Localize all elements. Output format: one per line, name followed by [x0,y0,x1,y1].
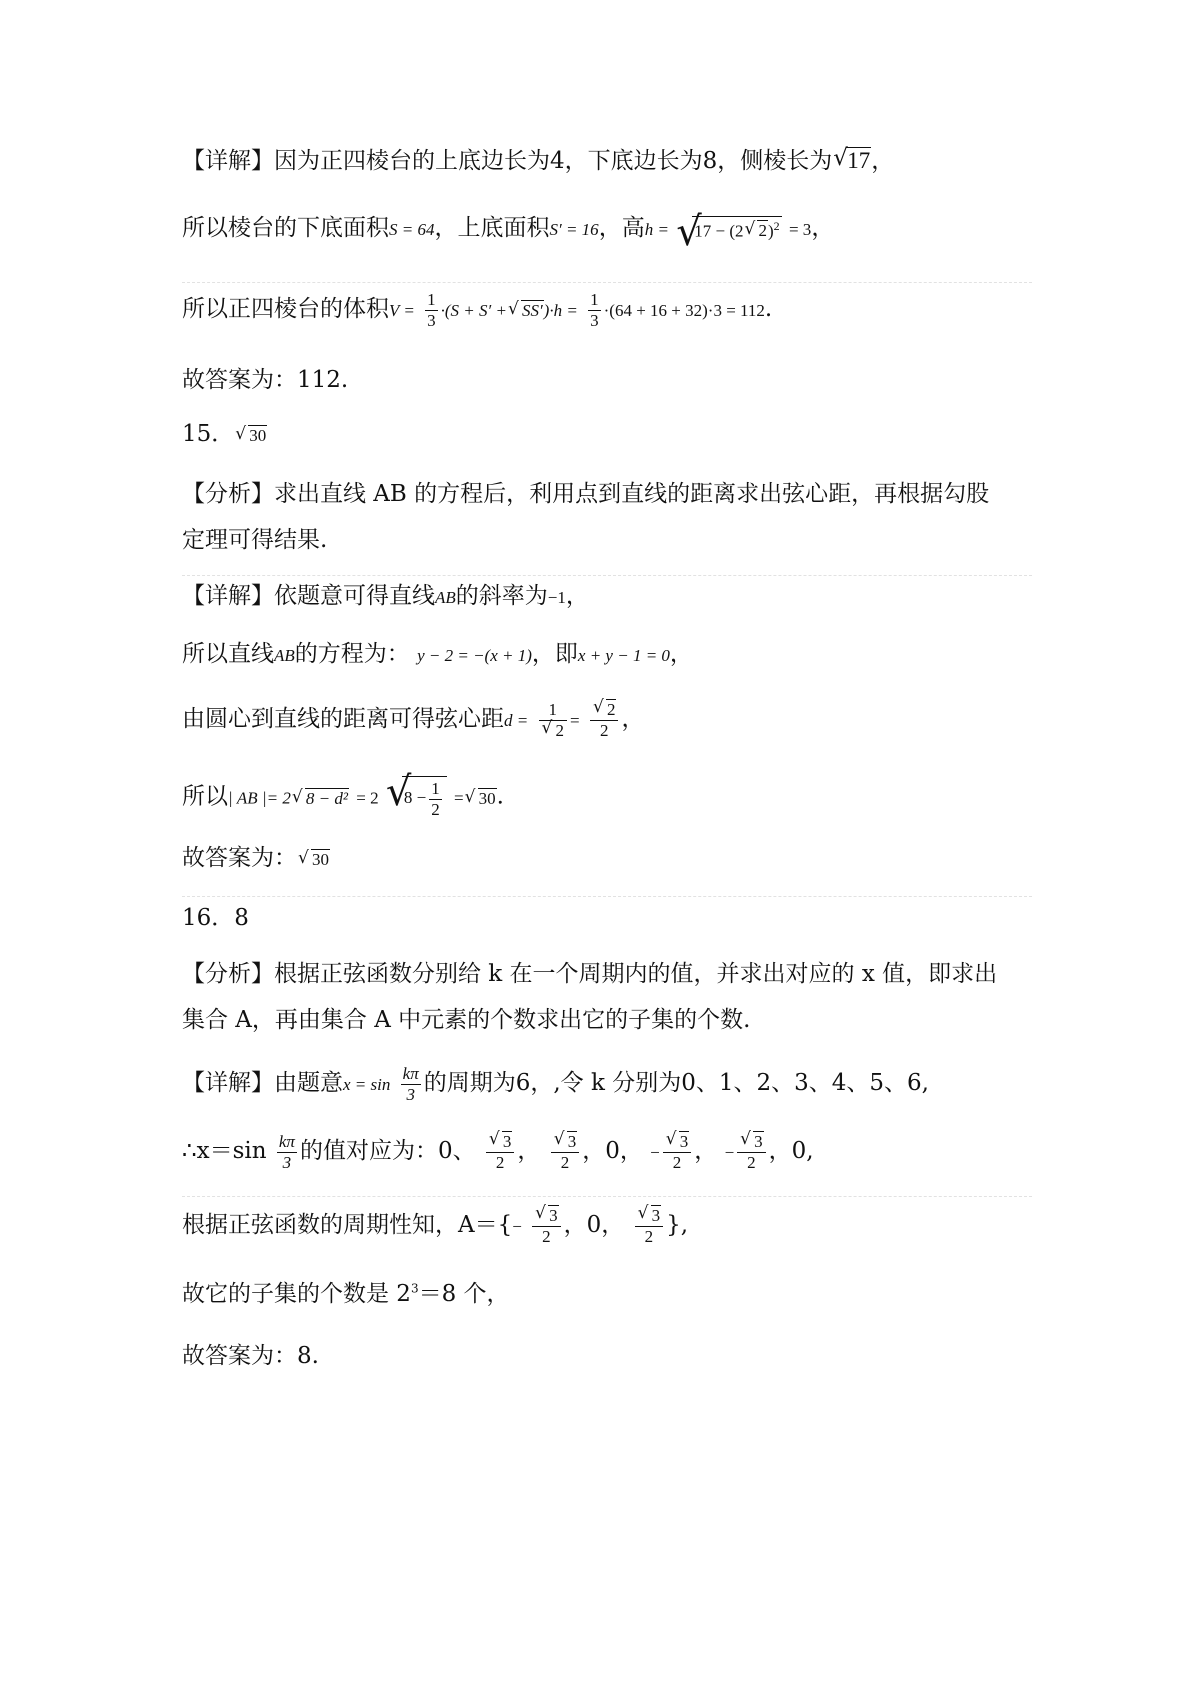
answer-line-14: 故答案为：112. [182,367,349,393]
analysis-15-line-1: 【分析】求出直线 AB 的方程后，利用点到直线的距离求出弦心距，再根据勾股 [182,481,990,507]
detail-line-2: 所以棱台的下底面积S = 64，上底面积S′ = 16，高h = √ 17 − (2√ 2)$^2$ = 3， [182,214,834,244]
detail-15-line-2: 所以直线AB的方程为： y − 2 = −(x + 1)，即x + y − 1 = 0， [182,641,693,667]
separator [182,282,1032,283]
problem-15-heading: 15．√ 30 [182,420,267,450]
detail-15-line-3: 由圆心到直线的距离可得弦心距d = 1 √ 2 = √ $\frac{2}{2}$ ， [182,700,644,740]
sqrt-17: √ 17 [833,146,871,176]
fraction-one-third: $\frac{1}{3}$ [590,290,599,330]
detail-16-line-1: 【详解】由题意x = sin $\frac{k\pi}{3}$ 的周期为6，,令 k 分别为0、1、2、3、4、5、6, [182,1064,929,1104]
detail-line-3: 所以正四棱台的体积V = $\frac{1}{3}$ ·(S + S′ +√ SS′)·h = $\frac{1}{3}$ ·(64 + 16 + 32)·3 = 112. [182,290,772,330]
separator [182,575,1032,576]
answer-line-16: 故答案为：8. [182,1343,319,1369]
problem-16-heading: 16．8 [182,905,249,931]
detail-16-line-3: 根据正弦函数的周期性知，A＝{− √ $\frac{3}{2}$ ，0， √ $\frac{3}{2}$ }, [182,1206,688,1246]
analysis-16-line-1: 【分析】根据正弦函数分别给 k 在一个周期内的值，并求出对应的 x 值，即求出 [182,961,998,987]
detail-16-line-4: 故它的子集的个数是 $2^3=8$ 个， [182,1281,510,1307]
detail-15-line-4: 所以| AB |= 2√ 8 − d² = 2 √ 8 − $\frac{1}{2}$ =√ 30. [182,776,504,819]
detail-16-line-2: ∴x＝sin $\frac{k\pi}{3}$ 的值对应为：0、 √ $\frac{3}{2}$ ， √ $\frac{3}{2}$ ，0， − √ $\frac{3}{2}$ ， − √ $\frac{3}{2}$ ，0, [182,1132,814,1172]
analysis-16-line-2: 集合 A，再由集合 A 中元素的个数求出它的子集的个数. [182,1007,751,1033]
fraction-one-third: $\frac{1}{3}$ [427,290,436,330]
detail-line-1: 【详解】因为正四棱台的上底边长为4，下底边长为8，侧棱长为√ 17， [182,146,894,177]
analysis-15-line-2: 定理可得结果. [182,527,328,553]
height-sqrt: √ 17 − (2√ 2)$^2$ [676,216,781,243]
separator [182,896,1032,897]
separator [182,1196,1032,1197]
answer-line-15: 故答案为：√ 30 [182,844,330,874]
detail-15-line-1: 【详解】依题意可得直线AB的斜率为−1， [182,583,589,609]
